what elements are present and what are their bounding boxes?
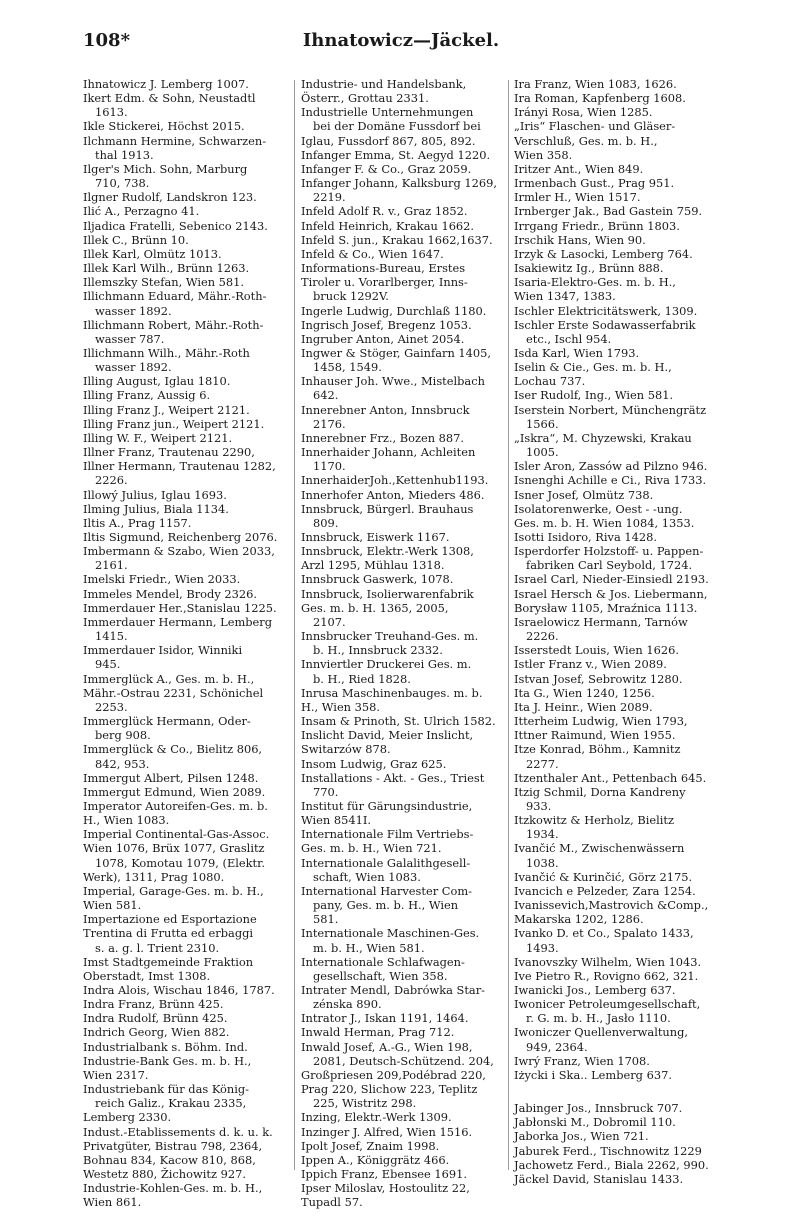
directory-entry-line: 1005. [526,445,559,460]
directory-entry-line: Iser Rudolf, Ing., Wien 581. [514,388,674,403]
directory-entry-line: Tupadl 57. [301,1195,363,1210]
directory-entry-line: Ittner Raimund, Wien 1955. [514,728,676,743]
directory-entry-line: Infanger Emma, St. Aegyd 1220. [301,147,491,162]
directory-entry-line: Illing W. F., Weipert 2121. [83,430,233,445]
directory-entry-line: 710, 738. [95,176,150,191]
directory-entry-line: Immerglück A., Ges. m. b. H., [83,671,255,686]
directory-entry-line: schaft, Wien 1083. [313,869,421,884]
directory-entry-line: Lemberg 2330. [83,1110,172,1125]
directory-entry-line: Irányi Rosa, Wien 1285. [514,105,653,120]
directory-entry-line: Imbermann & Szabo, Wien 2033, [83,544,275,559]
directory-entry-line: m. b. H., Wien 581. [313,940,425,955]
directory-entry-line: Ivanissevich,Mastrovich &Comp., [514,898,709,913]
directory-entry-line: Österr., Grottau 2331. [301,91,429,106]
directory-entry-line: Itzkowitz & Herholz, Bielitz [514,813,675,828]
directory-entry-line: 1566. [526,416,559,431]
directory-entry-line: Insam & Prinoth, St. Ulrich 1582. [301,714,496,729]
directory-entry-line: 2219. [313,190,346,205]
directory-entry-line: reich Galiz., Krakau 2335, [95,1096,247,1111]
directory-entry-line: Ingrisch Josef, Bregenz 1053. [301,317,472,332]
directory-entry-line: Isler Aron, Zassów ad Pilzno 946. [514,459,708,474]
directory-entry-line: Immerglück Hermann, Oder- [83,714,251,729]
directory-entry-line: Ilić A., Perzagno 41. [83,204,200,219]
directory-entry-line: Indust.-Etablissements d. k. u. k. [83,1124,273,1139]
directory-entry-line: Itzenthaler Ant., Pettenbach 645. [514,770,707,785]
directory-entry-line: Irnberger Jak., Bad Gastein 759. [514,204,703,219]
directory-entry-line: 2253. [95,699,128,714]
directory-entry-line: Inzing, Elektr.-Werk 1309. [301,1110,452,1125]
directory-entry-line: Innerebner Frz., Bozen 887. [301,430,465,445]
directory-entry-line: Isserstedt Louis, Wien 1626. [514,643,679,658]
directory-entry-line: Innsbruck, Isolierwarenfabrik [301,586,474,601]
directory-entry-line: Großpriesen 209,Podébrad 220, [301,1067,486,1082]
directory-entry-line: Innerebner Anton, Innsbruck [301,402,470,417]
directory-entry-line: Illing August, Iglau 1810. [83,374,231,389]
directory-entry-line: Mähr.-Ostrau 2231, Schönichel [83,685,264,700]
directory-entry-line: Tiroler u. Vorarlberger, Inns- [301,275,468,290]
directory-entry-line: Iglau, Fussdorf 867, 805, 892. [301,133,476,148]
directory-entry-line: Illowý Julius, Iglau 1693. [83,487,227,502]
directory-entry-line: 842, 953. [95,756,150,771]
directory-entry-line: Infanger F. & Co., Graz 2059. [301,161,472,176]
directory-entry-line: Iwrý Franz, Wien 1708. [514,1053,650,1068]
directory-entry-line: 225, Wistritz 298. [313,1096,417,1111]
directory-entry-line: s. a. g. l. Trient 2310. [95,940,220,955]
page-number: 108* [83,30,130,51]
directory-entry-line: Isda Karl, Wien 1793. [514,345,640,360]
directory-entry-line: Innsbruck, Elektr.-Werk 1308, [301,544,474,559]
directory-entry-line: b. H., Ried 1828. [313,671,411,686]
directory-entry-line: Illemszky Stefan, Wien 581. [83,275,245,290]
directory-entry-line: Insom Ludwig, Graz 625. [301,756,447,771]
directory-entry-line: Imperial, Garage-Ges. m. b. H., [83,883,264,898]
directory-entry-line: Ingwer & Stöger, Gainfarn 1405, [301,345,492,360]
directory-entry-line: Imperial Continental-Gas-Assoc. [83,827,270,842]
directory-entry-line: Isolatorenwerke, Oest - -ung. [514,501,683,516]
directory-entry-line: Isotti Isidoro, Riva 1428. [514,530,657,544]
directory-entry-line: H., Wien 1083. [83,813,170,828]
directory-entry-line: Illing Franz J., Weipert 2121. [83,402,250,417]
directory-entry-line: Immeles Mendel, Brody 2326. [83,586,257,601]
directory-entry-line: 1415. [95,629,128,644]
directory-entry-line: Inwald Herman, Prag 712. [301,1025,455,1040]
directory-entry-line: pany, Ges. m. b. H., Wien [313,898,459,913]
directory-entry-line: 2161. [95,558,128,573]
directory-column-2 [301,77,519,1210]
directory-entry-line: Iljadica Fratelli, Sebenico 2143. [83,218,268,233]
directory-entry-line: Illner Franz, Trautenau 2290, [83,445,255,460]
directory-entry-line: Itterheim Ludwig, Wien 1793, [514,714,688,729]
directory-entry-line: Ilchmann Hermine, Schwarzen- [83,133,267,148]
directory-entry-line: Ira Roman, Kapfenberg 1608. [514,91,686,106]
directory-entry-line: Impertazione ed Esportazione [83,912,257,927]
directory-entry-line: Inzinger J. Alfred, Wien 1516. [301,1124,473,1139]
directory-entry-line: Infeld Adolf R. v., Graz 1852. [301,204,468,219]
directory-entry-line: 945. [95,657,121,672]
directory-entry-line: Istvan Josef, Sebrowitz 1280. [514,671,683,686]
directory-entry-line: Inrusa Maschinenbauges. m. b. [301,685,483,700]
directory-entry-line: 1038. [526,855,559,870]
directory-entry-line: Westetz 880, Žichowitz 927. [83,1167,246,1182]
directory-entry-line: berg 908. [95,728,151,743]
directory-entry-line: 1493. [526,940,559,955]
directory-entry-line: Innsbruck, Eiswerk 1167. [301,530,450,544]
directory-entry-line: Industrialbank s. Böhm. Ind. [83,1039,248,1054]
directory-entry-line: Infeld & Co., Wien 1647. [301,246,444,261]
directory-entry-line: bruck 1292V. [313,289,389,304]
directory-entry-line: 1934. [526,827,559,842]
directory-entry-line: Illichmann Robert, Mähr.-Roth- [83,317,264,332]
directory-entry-line: Isakiewitz Ig., Brünn 888. [514,261,664,276]
directory-entry-line: Jaborka Jos., Wien 721. [514,1129,649,1144]
directory-entry-line: Ipser Miloslav, Hostoulitz 22, [301,1181,470,1196]
directory-entry-line: Ihnatowicz J. Lemberg 1007. [83,77,249,91]
directory-entry-line: Ischler Erste Sodawasserfabrik [514,317,696,332]
directory-entry-line: Imelski Friedr., Wien 2033. [83,572,241,587]
directory-entry-line: Intrater Mendl, Dabrówka Star- [301,983,485,997]
directory-entry-line: 642. [313,388,339,403]
directory-entry-line: Industriebank für das König- [83,1082,250,1097]
directory-entry-line: Isaria-Elektro-Ges. m. b. H., [514,275,676,290]
directory-entry-line: Jaburek Ferd., Tischnowitz 1229 [514,1143,702,1158]
directory-entry-line: Wien 1347, 1383. [514,289,616,304]
directory-entry-line: gesellschaft, Wien 358. [313,968,448,983]
directory-entry-line: Ita G., Wien 1240, 1256. [514,685,655,700]
directory-entry-line: Illner Hermann, Trautenau 1282, [83,459,276,474]
directory-entry-line: Iżycki i Ska.. Lemberg 637. [514,1067,672,1082]
directory-entry-line: Werk), 1311, Prag 1080. [83,869,225,884]
directory-entry-line: 809. [313,515,339,530]
directory-entry-line: Ippich Franz, Ebensee 1691. [301,1167,468,1182]
directory-entry-line: Bohnau 834, Kacow 810, 868, [83,1152,256,1167]
directory-entry-line: zénska 890. [313,997,382,1012]
directory-entry-line: Illek Karl, Olmütz 1013. [83,246,222,261]
directory-entry-line: 1458, 1549. [313,360,382,375]
directory-entry-line: Borysław 1105, Mraźnica 1113. [514,600,698,615]
directory-entry-line: Installations - Akt. - Ges., Triest [301,770,485,785]
directory-entry-line: Ipolt Josef, Znaim 1998. [301,1138,440,1153]
directory-entry-line: Ivanko D. et Co., Spalato 1433, [514,926,694,941]
directory-entry-line: Immerdauer Isidor, Winniki [83,643,243,658]
directory-entry-line: 1170. [313,459,346,474]
directory-entry-line: Indra Franz, Brünn 425. [83,997,224,1012]
directory-entry-line: Illichmann Eduard, Mähr.-Roth- [83,289,267,304]
directory-entry-line: etc., Ischl 954. [526,331,612,346]
directory-entry-line: Irschik Hans, Wien 90. [514,232,646,247]
directory-entry-line: „Iris“ Flaschen- und Gläser- [514,119,676,134]
directory-entry-line: Industrie-Bank Ges. m. b. H., [83,1053,252,1068]
directory-entry-line: Ilgner Rudolf, Landskron 123. [83,190,257,205]
directory-entry-line: Israelowicz Hermann, Tarnów [514,614,688,629]
directory-entry-line: 581. [313,912,339,927]
directory-entry-line: Illichmann Wilh., Mähr.-Roth [83,345,250,360]
directory-entry-line: Illing Franz jun., Weipert 2121. [83,416,265,431]
directory-entry-line: Verschluß, Ges. m. b. H., [514,133,658,148]
directory-entry-line: Irmler H., Wien 1517. [514,190,641,205]
directory-entry-line: Indra Rudolf, Brünn 425. [83,1011,228,1026]
directory-entry-line: Industrie-Kohlen-Ges. m. b. H., [83,1181,263,1196]
directory-entry-line: Imperator Autoreifen-Ges. m. b. [83,798,268,813]
directory-entry-line: Internationale Schlafwagen- [301,954,465,969]
directory-entry-line: Prag 220, Slichow 223, Teplitz [301,1082,478,1097]
directory-entry-line: Wien 581. [83,898,142,913]
directory-entry-line: Ira Franz, Wien 1083, 1626. [514,77,677,91]
directory-entry-line: Infeld S. jun., Krakau 1662,1637. [301,232,493,247]
page-title: Ihnatowicz—Jäckel. [302,30,500,51]
directory-entry-line: Ikle Stickerei, Höchst 2015. [83,119,245,134]
directory-entry-line: 1613. [95,105,128,120]
directory-entry-line: Isner Josef, Olmütz 738. [514,487,654,502]
directory-entry-line: Ikert Edm. & Sohn, Neustadtl [83,91,256,106]
directory-entry-line: Indrich Georg, Wien 882. [83,1025,230,1040]
directory-entry-line: 2226. [95,473,128,488]
directory-entry-line: Immerdauer Hermann, Lemberg [83,614,273,629]
directory-entry-line: Privatgüter, Bistrau 798, 2364, [83,1138,263,1153]
directory-entry-line: 933. [526,798,552,813]
directory-entry-line: Illek Karl Wilh., Brünn 1263. [83,261,250,276]
directory-entry-line: Ivancich e Pelzeder, Zara 1254. [514,883,696,898]
directory-entry-line: International Harvester Com- [301,883,472,898]
directory-entry-line: Informations-Bureau, Erstes [301,261,466,276]
directory-entry-line: 949, 2364. [526,1039,588,1054]
directory-entry-line: Irmenbach Gust., Prag 951. [514,176,675,191]
directory-entry-line: Ingerle Ludwig, Durchlaß 1180. [301,303,487,318]
page-header [0,30,802,62]
directory-entry-line: Ilger's Mich. Sohn, Marburg [83,161,248,176]
directory-entry-line: „Iskra“, M. Chyzewski, Krakau [514,430,692,445]
directory-entry-line: Lochau 737. [514,374,586,389]
directory-entry-line: Ges. m. b. H. Wien 1084, 1353. [514,515,695,530]
directory-entry-line: Itzig Schmil, Dorna Kandreny [514,784,686,799]
directory-entry-line: Innsbruck, Bürgerl. Brauhaus [301,501,474,516]
directory-entry-line: fabriken Carl Seybold, 1724. [526,558,693,573]
directory-entry-line: Wien 1076, Brüx 1077, Graslitz [83,841,265,856]
directory-entry-line: Itze Konrad, Böhm., Kamnitz [514,742,681,757]
directory-entry-line: wasser 1892. [95,303,172,318]
directory-entry-line: Illing Franz, Aussig 6. [83,388,211,403]
directory-entry-line: bei der Domäne Fussdorf bei [313,119,481,134]
directory-entry-line: Innviertler Druckerei Ges. m. [301,657,472,672]
directory-entry-line: Innerhaider Johann, Achleiten [301,445,476,460]
directory-entry-line: Institut für Gärungsindustrie, [301,798,473,813]
directory-entry-line: Industrielle Unternehmungen [301,105,474,120]
directory-entry-line: Innsbruck Gaswerk, 1078. [301,572,454,587]
directory-entry-line: Immerdauer Her.,Stanislau 1225. [83,600,277,615]
directory-entry-line: Inslicht David, Meier Inslicht, [301,728,474,743]
directory-entry-line: Immergut Albert, Pilsen 1248. [83,770,259,785]
directory-entry-line: b. H., Innsbruck 2332. [313,643,443,658]
directory-entry-line: Arzl 1295, Mühlau 1318. [301,558,445,573]
directory-entry-line: Infeld Heinrich, Krakau 1662. [301,218,475,233]
directory-entry-line: Internationale Film Vertriebs- [301,827,474,842]
directory-entry-line: Makarska 1202, 1286. [514,912,644,927]
directory-entry-line: Jachowetz Ferd., Biala 2262, 990. [514,1157,709,1172]
directory-entry-line: Wien 861. [83,1195,142,1210]
directory-entry-line: Jabinger Jos., Innsbruck 707. [514,1101,683,1116]
directory-entry-line: InnerhaiderJoh.,Kettenhub1193. [301,473,489,488]
directory-entry-line: Iltis Sigmund, Reichenberg 2076. [83,530,278,544]
directory-entry-line: Infanger Johann, Kalksburg 1269, [301,176,498,191]
directory-entry-line: Ischler Elektricitätswerk, 1309. [514,303,698,318]
directory-entry-line: Isperdorfer Holzstoff- u. Pappen- [514,544,704,559]
directory-entry-line: Switarzów 878. [301,742,391,757]
directory-entry-line: 2107. [313,614,346,629]
directory-entry-line: Internationale Galalithgesell- [301,855,471,870]
directory-entry-line: Irzyk & Lasocki, Lemberg 764. [514,246,693,261]
section-gap [514,1082,732,1101]
directory-entry-line: Ive Pietro R., Rovigno 662, 321. [514,968,699,983]
directory-entry-line: Intrator J., Iskan 1191, 1464. [301,1011,469,1026]
directory-entry-line: Ingruber Anton, Ainet 2054. [301,331,465,346]
directory-entry-line: Iritzer Ant., Wien 849. [514,161,644,176]
directory-entry-line: Ivančić M., Zwischenwässern [514,841,685,856]
directory-entry-line: Imst Stadtgemeinde Fraktion [83,954,254,969]
directory-entry-line: Immergut Edmund, Wien 2089. [83,784,266,799]
directory-entry-line: Inhauser Joh. Wwe., Mistelbach [301,374,485,389]
directory-entry-line: Innsbrucker Treuhand-Ges. m. [301,629,479,644]
directory-entry-line: 770. [313,784,339,799]
directory-entry-line: Istler Franz v., Wien 2089. [514,657,667,672]
directory-entry-line: Industrie- und Handelsbank, [301,77,467,91]
directory-entry-line: wasser 787. [95,331,165,346]
directory-entry-line: Ges. m. b. H., Wien 721. [301,841,442,856]
directory-entry-line: 1078, Komotau 1079, (Elektr. [95,855,265,870]
directory-entry-line: Ippen A., Königgrätz 466. [301,1152,450,1167]
directory-entry-line: Iwanicki Jos., Lemberg 637. [514,983,676,997]
directory-entry-line: wasser 1892. [95,360,172,375]
directory-entry-line: 2226. [526,629,559,644]
directory-entry-line: Iselin & Cie., Ges. m. b. H., [514,360,672,375]
directory-entry-line: Ivančić & Kurinčić, Görz 2175. [514,869,693,884]
directory-entry-line: Innerhofer Anton, Mieders 486. [301,487,485,502]
directory-entry-line: 2277. [526,756,559,771]
directory-entry-line: r. G. m. b. H., Jasło 1110. [526,1011,671,1026]
directory-entry-line: Wien 8541I. [301,813,371,828]
directory-entry-line: Israel Hersch & Jos. Liebermann, [514,586,708,601]
directory-entry-line: Jabłonski M., Dobromil 110. [514,1115,676,1130]
directory-entry-line: Internationale Maschinen-Ges. [301,926,480,941]
directory-entry-line: Iwoniczer Quellenverwaltung, [514,1025,689,1040]
directory-entry-line: Iltis A., Prag 1157. [83,515,192,530]
directory-entry-line: Ivanovszky Wilhelm, Wien 1043. [514,954,702,969]
directory-column-1 [83,77,301,1210]
directory-entry-line: thal 1913. [95,147,154,162]
directory-entry-line: Illek C., Brünn 10. [83,232,189,247]
directory-entry-line: 2081, Deutsch-Schützend. 204, [313,1053,494,1068]
directory-entry-line: Wien 358. [514,147,573,162]
directory-entry-line: Jäckel David, Stanislau 1433. [514,1171,684,1186]
directory-entry-line: Trentina di Frutta ed erbaggi [83,926,254,941]
directory-entry-line: Ilming Julius, Biala 1134. [83,501,229,516]
directory-entry-line: Iserstein Norbert, Münchengrätz [514,402,707,417]
directory-entry-line: Wien 2317. [83,1067,149,1082]
directory-entry-line: Oberstadt, Imst 1308. [83,968,211,983]
directory-entry-line: Ita J. Heinr., Wien 2089. [514,699,653,714]
directory-column-3 [514,77,732,1186]
directory-entry-line: Israel Carl, Nieder-Einsiedl 2193. [514,572,709,587]
directory-entry-line: Immerglück & Co., Bielitz 806, [83,742,263,757]
directory-entry-line: Isnenghi Achille e Ci., Riva 1733. [514,473,707,488]
directory-entry-line: Indra Alois, Wischau 1846, 1787. [83,983,275,997]
directory-entry-line: H., Wien 358. [301,699,381,714]
directory-entry-line: 2176. [313,416,346,431]
directory-entry-line: Inwald Josef, A.-G., Wien 198, [301,1039,473,1054]
directory-entry-line: Ges. m. b. H. 1365, 2005, [301,600,449,615]
directory-entry-line: Iwonicer Petroleumgesellschaft, [514,997,701,1012]
directory-entry-line: Irrgang Friedr., Brünn 1803. [514,218,680,233]
